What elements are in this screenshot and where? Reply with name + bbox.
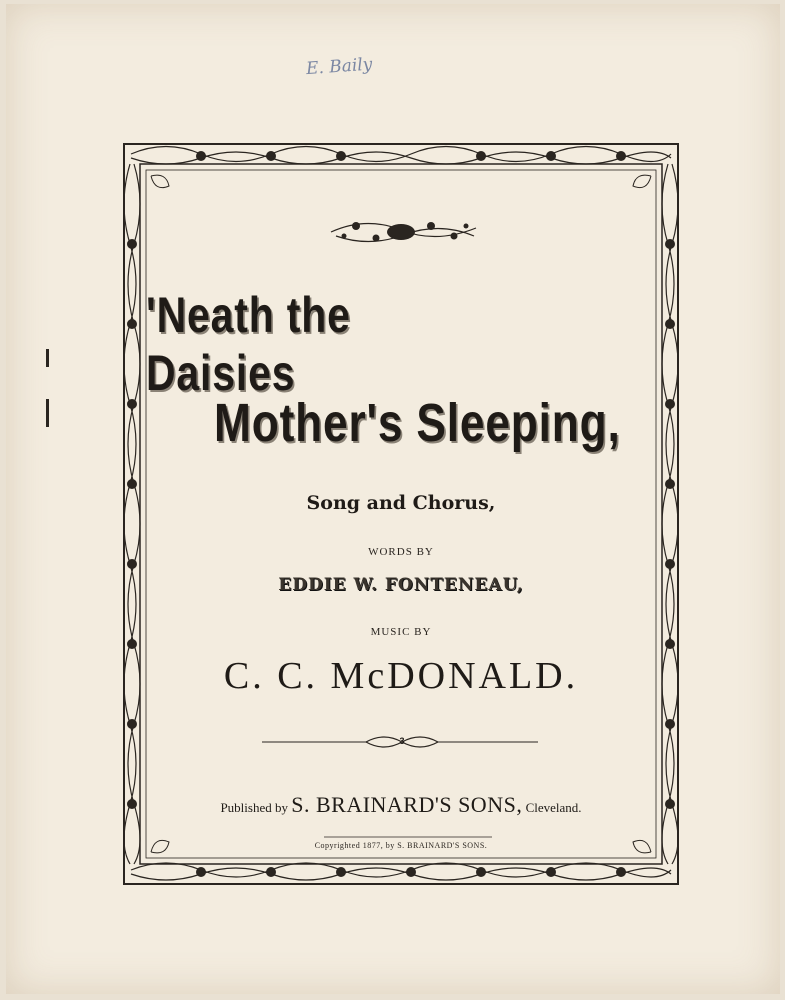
composer-name: C. C. McDONALD. <box>223 655 579 697</box>
garland-bottom <box>131 863 671 880</box>
song-title-line-1: 'Neath the Daisies <box>146 287 351 401</box>
publisher-line <box>156 792 646 818</box>
garland-left <box>124 164 140 864</box>
sheet-music-cover <box>6 4 780 994</box>
music-by-label: MUSIC BY <box>370 626 432 638</box>
handwritten-signature: E. Baily <box>305 54 373 80</box>
garland-right <box>662 164 678 864</box>
publisher-city: Cleveland. <box>525 800 582 815</box>
lyricist-name: EDDIE W. FONTENEAU, <box>278 575 524 595</box>
copyright-notice: Copyrighted 1877, by S. BRAINARD'S SONS. <box>314 841 488 850</box>
garland-top <box>131 147 671 165</box>
publisher-name: S. BRAINARD'S SONS, <box>291 792 523 817</box>
song-title-line-2: Mother's Sleeping, <box>214 393 621 453</box>
price-number: 3 <box>399 736 405 746</box>
publisher-prefix: Published by <box>220 800 288 815</box>
words-by-label: WORDS BY <box>368 546 434 558</box>
subtitle: Song and Chorus, <box>306 492 496 514</box>
